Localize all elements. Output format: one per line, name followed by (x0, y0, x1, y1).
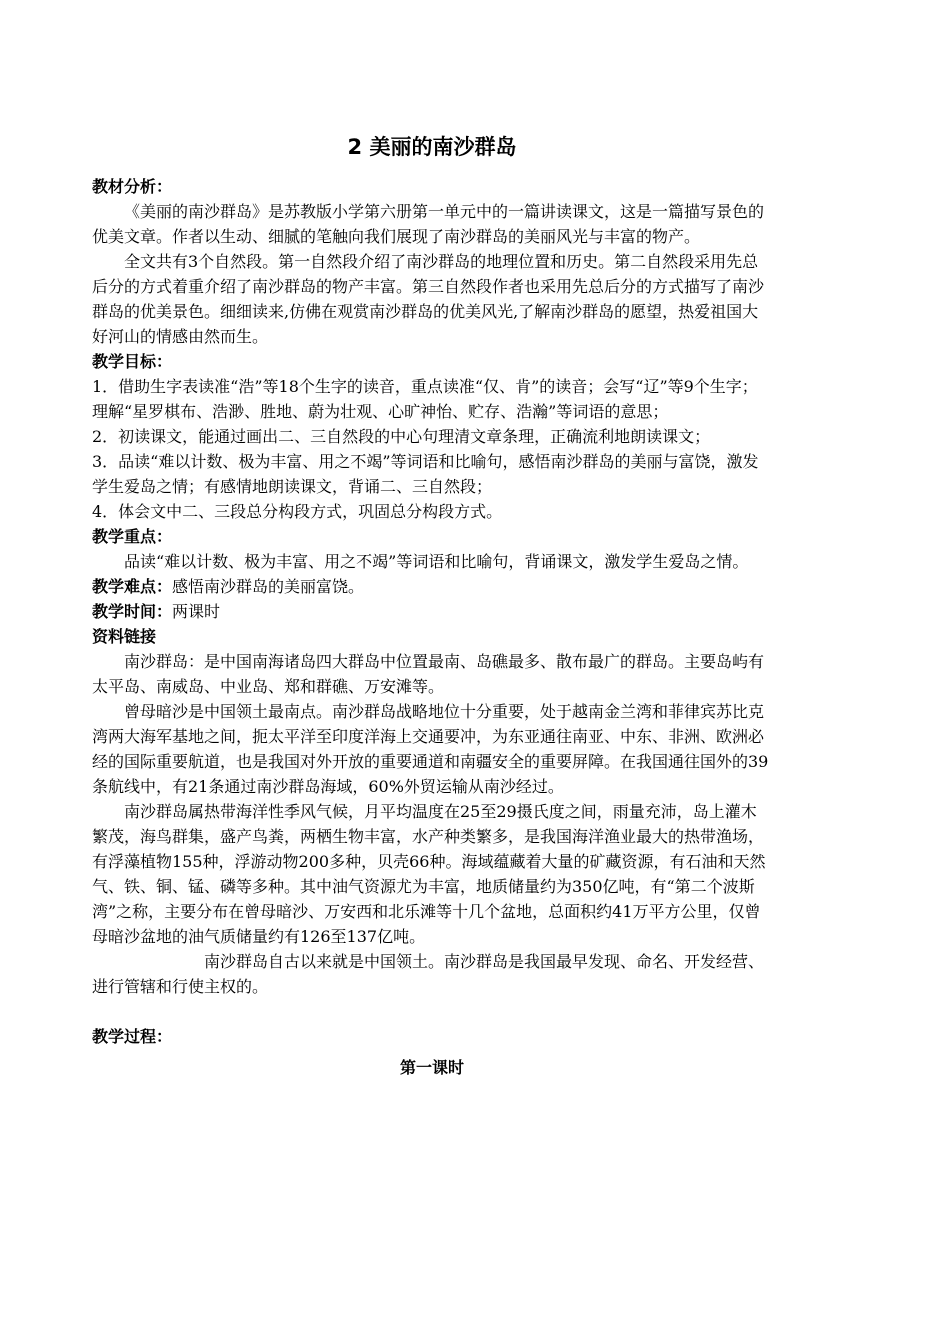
lesson-title: 第一课时 (399, 1058, 464, 1077)
goal-item-2: 2．初读课文，能通过画出二、三自然段的中心句理清文章条理，正确流利地朗读课文； (92, 427, 711, 446)
analysis-heading: 教材分析： (92, 177, 173, 196)
time-row (92, 599, 772, 624)
document-title: 2 美丽的南沙群岛 (347, 135, 517, 159)
links-paragraph-2: 曾母暗沙是中国领土最南点。南沙群岛战略地位十分重要，处于越南金兰湾和菲律宾苏比克湾两大海军基地之间，扼太平洋至印度洋海上交通要冲，为东亚通往南亚、中东、非洲、欧洲必经的国际重要航道，也是我国对外开放的重要通道和南疆安全的重要屏障。在我国通往国外的39条航线中，有21条通过南沙群岛海域，60%外贸运输从南沙经过。 (92, 702, 769, 796)
difficulty-row (92, 574, 772, 599)
goal-item-3: 3．品读“难以计数、极为丰富、用之不竭”等词语和比喻句，感悟南沙群岛的美丽与富饶，激发学生爱岛之情；有感情地朗读课文，背诵二、三自然段； (92, 452, 759, 496)
difficulty-text: 感悟南沙群岛的美丽富饶。 (172, 577, 365, 596)
key-points-text: 品读“难以计数、极为丰富、用之不竭”等词语和比喻句，背诵课文，激发学生爱岛之情。 (124, 552, 749, 571)
links-heading: 资料链接 (92, 627, 157, 646)
key-points-heading: 教学重点： (92, 527, 173, 546)
links-paragraph-4: 南沙群岛自古以来就是中国领土。南沙群岛是我国最早发现、命名、开发经营、进行管辖和行使主权的。 (92, 952, 765, 996)
links-paragraph-1: 南沙群岛：是中国南海诸岛四大群岛中位置最南、岛礁最多、散布最广的群岛。主要岛屿有太平岛、南威岛、中业岛、郑和群礁、万安滩等。 (92, 652, 765, 696)
process-heading: 教学过程： (92, 1027, 173, 1046)
analysis-paragraph-1: 《美丽的南沙群岛》是苏教版小学第六册第一单元中的一篇讲读课文，这是一篇描写景色的优美文章。作者以生动、细腻的笔触向我们展现了南沙群岛的美丽风光与丰富的物产。 (92, 202, 765, 246)
goals-heading: 教学目标： (92, 352, 173, 371)
time-label: 教学时间： (92, 602, 173, 621)
analysis-paragraph-2: 全文共有3个自然段。第一自然段介绍了南沙群岛的地理位置和历史。第二自然段采用先总后分的方式着重介绍了南沙群岛的物产丰富。第三自然段作者也采用先总后分的方式描写了南沙群岛的优美景色。细细读来,仿佛在观赏南沙群岛的优美风光,了解南沙群岛的愿望，热爱祖国大好河山的情感由然而生。 (92, 252, 765, 346)
time-text: 两课时 (172, 602, 221, 621)
difficulty-label: 教学难点： (92, 577, 173, 596)
document-page (92, 132, 772, 1080)
goal-item-4: 4．体会文中二、三段总分构段方式，巩固总分构段方式。 (92, 502, 503, 521)
links-paragraph-3: 南沙群岛属热带海洋性季风气候，月平均温度在25至29摄氏度之间，雨量充沛，岛上灌木繁茂，海鸟群集，盛产鸟粪，两栖生物丰富，水产种类繁多，是我国海洋渔业最大的热带渔场，有浮藻植物155种，浮游动物200多种，贝壳66种。海域蕴藏着大量的矿藏资源，有石油和天然气、铁、铜、锰、磷等多种。其中油气资源尤为丰富，地质储量约为350亿吨，有“第二个波斯湾”之称，主要分布在曾母暗沙、万安西和北乐滩等十几个盆地，总面积约41万平方公里，仅曾母暗沙盆地的油气质储量约有126至137亿吨。 (92, 802, 766, 946)
spacer (92, 999, 772, 1024)
goal-item-1: 1．借助生字表读准“浩”等18个生字的读音，重点读准“仅、肯”的读音；会写“辽”等9个生字；理解“星罗棋布、浩渺、胜地、蔚为壮观、心旷神怡、贮存、浩瀚”等词语的意思； (92, 377, 758, 421)
